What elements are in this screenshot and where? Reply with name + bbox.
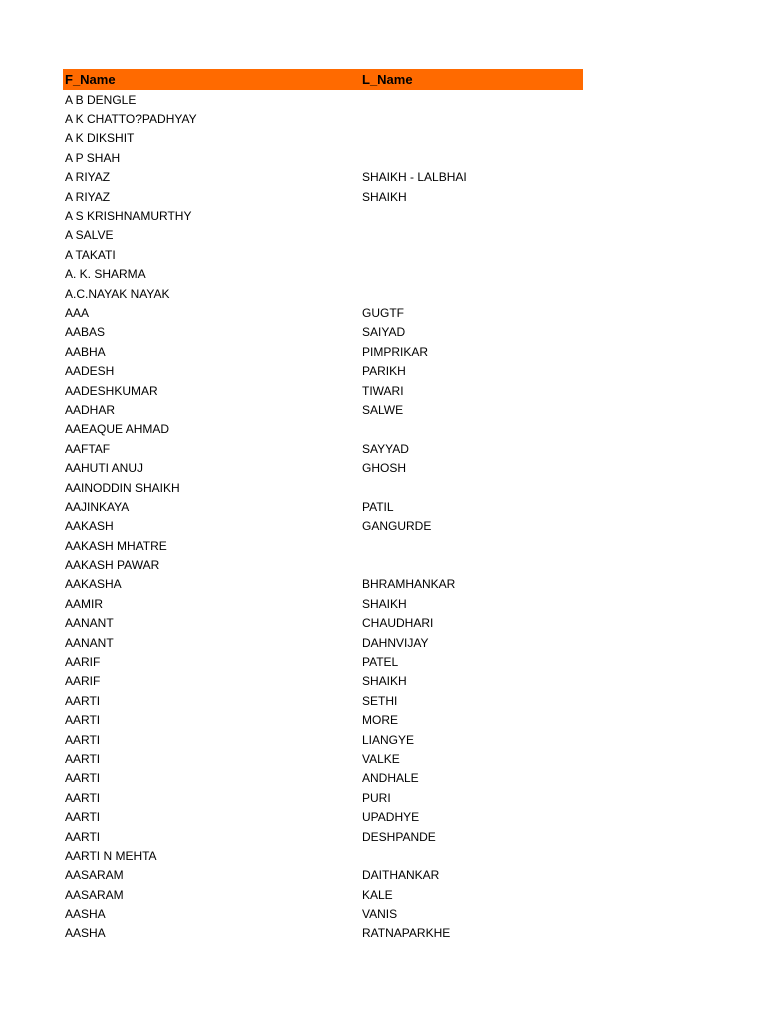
cell-l-name: PATIL xyxy=(362,499,394,514)
cell-l-name: MORE xyxy=(362,713,398,728)
cell-f-name: AADESH xyxy=(65,364,115,379)
cell-l-name: VALKE xyxy=(362,751,400,766)
table-row xyxy=(63,148,583,167)
cell-f-name: AARTI xyxy=(65,751,101,766)
table-row xyxy=(63,924,583,943)
cell-f-name: A S KRISHNAMURTHY xyxy=(65,209,192,224)
table-row xyxy=(63,807,583,826)
cell-l-name: SHAIKH - LALBHAI xyxy=(362,170,467,185)
cell-l-name: GANGURDE xyxy=(362,519,432,534)
cell-f-name: AASHA xyxy=(65,926,106,941)
cell-l-name: SHAIKH xyxy=(362,189,407,204)
cell-f-name: AADESHKUMAR xyxy=(65,383,158,398)
cell-f-name: AARTI xyxy=(65,771,101,786)
cell-f-name: AANANT xyxy=(65,635,114,650)
cell-f-name: AAKASHA xyxy=(65,577,122,592)
table-row xyxy=(63,749,583,768)
table-row xyxy=(63,652,583,671)
cell-f-name: AAFTAF xyxy=(65,441,111,456)
table-row xyxy=(63,575,583,594)
cell-f-name: AARIF xyxy=(65,655,101,670)
table-row xyxy=(63,168,583,187)
table-row xyxy=(63,691,583,710)
column-header-f-name: F_Name xyxy=(65,72,116,87)
table-row xyxy=(63,614,583,633)
table-row xyxy=(63,769,583,788)
cell-f-name: AARTI xyxy=(65,810,101,825)
table-row xyxy=(63,420,583,439)
cell-l-name: TIWARI xyxy=(362,383,404,398)
cell-f-name: AAA xyxy=(65,305,90,320)
table-row xyxy=(63,381,583,400)
cell-f-name: AAJINKAYA xyxy=(65,499,130,514)
cell-l-name: PURI xyxy=(362,790,391,805)
table-body xyxy=(63,90,583,943)
cell-f-name: AASARAM xyxy=(65,868,124,883)
table-row xyxy=(63,284,583,303)
cell-f-name: AADHAR xyxy=(65,402,116,417)
cell-f-name: AARTI xyxy=(65,732,101,747)
cell-f-name: AAHUTI ANUJ xyxy=(65,461,144,476)
cell-f-name: A P SHAH xyxy=(65,150,121,165)
table-row xyxy=(63,788,583,807)
table-row xyxy=(63,90,583,109)
table-row xyxy=(63,536,583,555)
table-row xyxy=(63,439,583,458)
cell-l-name: GUGTF xyxy=(362,305,404,320)
cell-l-name: SAYYAD xyxy=(362,441,409,456)
cell-f-name: AARTI xyxy=(65,790,101,805)
cell-l-name: SHAIKH xyxy=(362,596,407,611)
table-row xyxy=(63,265,583,284)
table-row xyxy=(63,245,583,264)
cell-l-name: BHRAMHANKAR xyxy=(362,577,456,592)
table-row xyxy=(63,633,583,652)
cell-f-name: A B DENGLE xyxy=(65,92,137,107)
table-header-row xyxy=(63,69,583,90)
name-table xyxy=(63,69,583,943)
table-row xyxy=(63,478,583,497)
cell-l-name: DAITHANKAR xyxy=(362,868,440,883)
cell-f-name: AASHA xyxy=(65,907,106,922)
table-row xyxy=(63,323,583,342)
cell-f-name: AARTI xyxy=(65,829,101,844)
cell-f-name: AAMIR xyxy=(65,596,104,611)
table-row xyxy=(63,400,583,419)
cell-l-name: GHOSH xyxy=(362,461,407,476)
table-row xyxy=(63,226,583,245)
table-row xyxy=(63,846,583,865)
cell-l-name: LIANGYE xyxy=(362,732,415,747)
cell-l-name: RATNAPARKHE xyxy=(362,926,451,941)
table-row xyxy=(63,129,583,148)
table-row xyxy=(63,730,583,749)
cell-f-name: AAKASH xyxy=(65,519,114,534)
cell-f-name: AANANT xyxy=(65,616,114,631)
cell-f-name: AABAS xyxy=(65,325,106,340)
table-row xyxy=(63,187,583,206)
table-row xyxy=(63,342,583,361)
cell-l-name: VANIS xyxy=(362,907,398,922)
cell-l-name: PATEL xyxy=(362,655,399,670)
table-row xyxy=(63,206,583,225)
cell-l-name: SAIYAD xyxy=(362,325,406,340)
cell-f-name: A.C.NAYAK NAYAK xyxy=(65,286,170,301)
cell-l-name: SHAIKH xyxy=(362,674,407,689)
cell-l-name: SALWE xyxy=(362,402,404,417)
cell-f-name: A K CHATTO?PADHYAY xyxy=(65,112,197,127)
table-row xyxy=(63,711,583,730)
cell-f-name: AARTI xyxy=(65,713,101,728)
table-row xyxy=(63,458,583,477)
cell-f-name: AASARAM xyxy=(65,887,124,902)
cell-f-name: A K DIKSHIT xyxy=(65,131,135,146)
table-row xyxy=(63,109,583,128)
cell-f-name: AARIF xyxy=(65,674,101,689)
cell-f-name: A. K. SHARMA xyxy=(65,267,146,282)
table-row xyxy=(63,827,583,846)
cell-l-name: DESHPANDE xyxy=(362,829,436,844)
column-header-l-name: L_Name xyxy=(362,72,413,87)
cell-f-name: AABHA xyxy=(65,344,106,359)
table-row xyxy=(63,904,583,923)
cell-l-name: UPADHYE xyxy=(362,810,420,825)
cell-f-name: AAKASH PAWAR xyxy=(65,558,160,573)
table-row xyxy=(63,594,583,613)
table-row xyxy=(63,555,583,574)
cell-l-name: CHAUDHARI xyxy=(362,616,434,631)
cell-f-name: AAINODDIN SHAIKH xyxy=(65,480,180,495)
cell-l-name: PIMPRIKAR xyxy=(362,344,429,359)
cell-f-name: A SALVE xyxy=(65,228,114,243)
table-row xyxy=(63,866,583,885)
cell-l-name: KALE xyxy=(362,887,393,902)
cell-f-name: AARTI xyxy=(65,693,101,708)
table-row xyxy=(63,303,583,322)
cell-f-name: AAEAQUE AHMAD xyxy=(65,422,170,437)
cell-f-name: A RIYAZ xyxy=(65,170,111,185)
cell-f-name: A RIYAZ xyxy=(65,189,111,204)
cell-f-name: AARTI N MEHTA xyxy=(65,848,157,863)
cell-f-name: AAKASH MHATRE xyxy=(65,538,167,553)
table-row xyxy=(63,361,583,380)
cell-l-name: ANDHALE xyxy=(362,771,419,786)
table-row xyxy=(63,672,583,691)
cell-l-name: SETHI xyxy=(362,693,398,708)
table-row xyxy=(63,497,583,516)
table-row xyxy=(63,885,583,904)
cell-f-name: A TAKATI xyxy=(65,247,116,262)
cell-l-name: PARIKH xyxy=(362,364,406,379)
cell-l-name: DAHNVIJAY xyxy=(362,635,429,650)
table-row xyxy=(63,517,583,536)
